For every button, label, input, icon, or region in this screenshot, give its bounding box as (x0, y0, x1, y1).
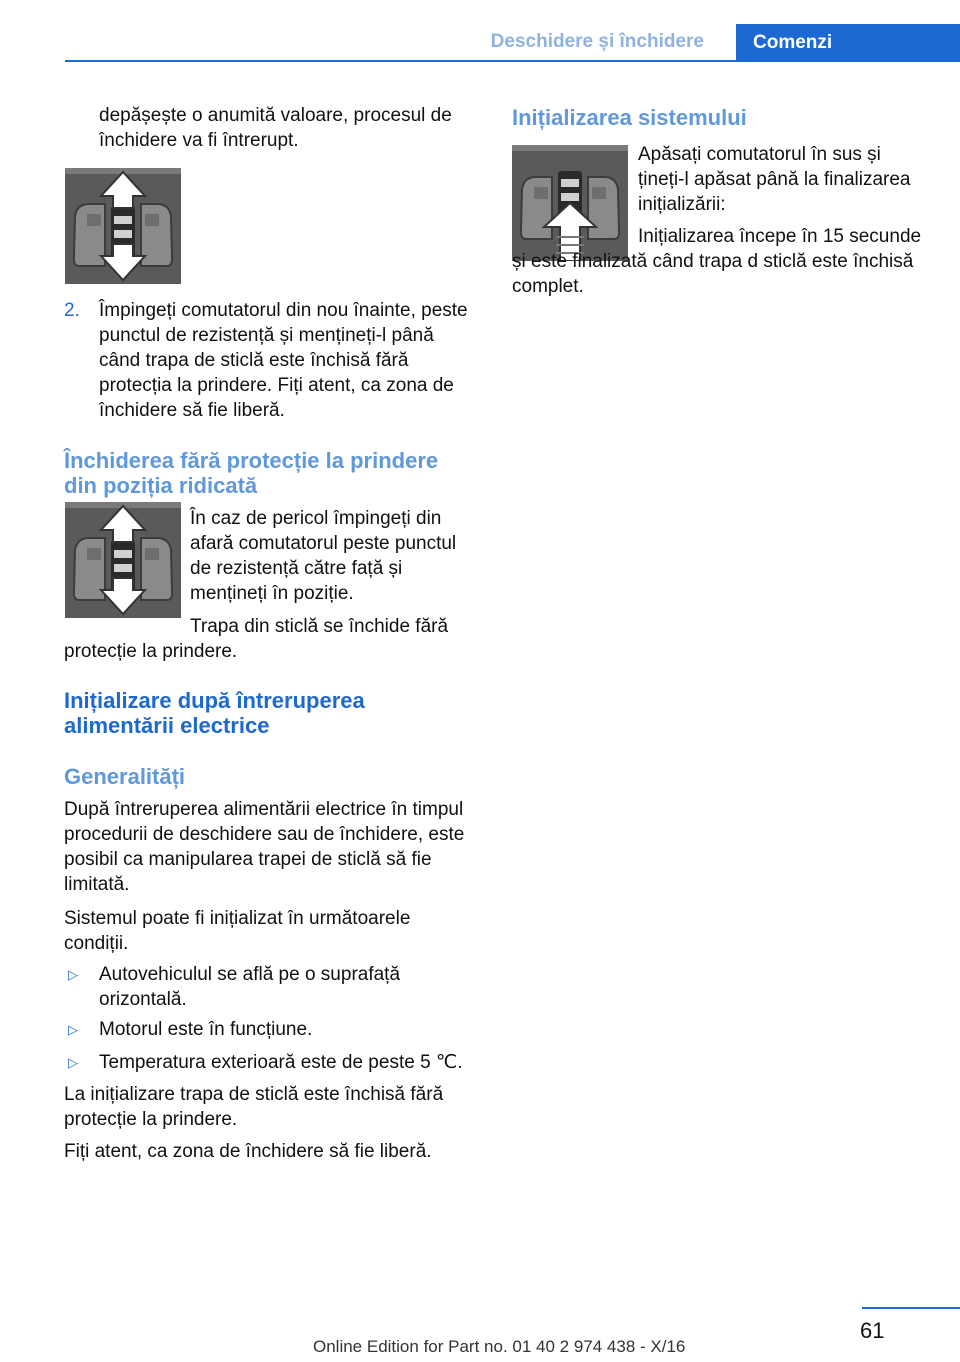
list-item: Motorul este în funcțiune. (99, 1019, 313, 1040)
subsection-heading: Generalități (64, 764, 186, 789)
roof-switch-up-down-icon (65, 168, 181, 284)
paragraph: La inițializare trapa de sticlă este închisă fără protecție la prindere. (64, 1084, 444, 1130)
footer-rule (862, 1307, 960, 1309)
paragraph: Trapa din sticlă se închide fără protecție la prindere. (64, 616, 449, 662)
paragraph: Fiți atent, ca zona de închidere să fie liberă. (64, 1141, 432, 1162)
paragraph: Apăsați comutatorul în sus și țineți-l apăsat până la finalizarea inițializării: (638, 144, 911, 215)
roof-switch-up-down-icon (65, 502, 181, 618)
header-chapter-tab[interactable]: Comenzi (736, 24, 960, 62)
section-heading: Inițializare după întreruperea alimentării electrice (64, 688, 365, 738)
list-item: Autovehiculul se află pe o suprafață orizontală. (99, 964, 401, 1010)
page-number: 61 (860, 1318, 885, 1343)
header-section-title: Deschidere și închidere (490, 31, 704, 52)
intro-paragraph: depășește o anumită valoare, procesul de închidere va fi întrerupt. (99, 105, 452, 151)
paragraph: După întreruperea alimentării electrice în timpul procedurii de deschidere sau de închidere, este posibil ca manipularea trapei de sticlă să fie limitată. (64, 799, 465, 895)
header-rule (65, 60, 960, 62)
list-item: Temperatura exterioară este de peste 5 ℃. (99, 1052, 463, 1073)
paragraph: Sistemul poate fi inițializat în următoarele condiții. (64, 908, 411, 954)
paragraph: Inițializarea începe în 15 secunde și este finalizată când trapa d sticlă este închisă complet. (512, 226, 922, 297)
step-number: 2. (64, 300, 80, 321)
bullet-arrow-icon: ▷ (68, 967, 78, 982)
roof-switch-image (65, 502, 181, 618)
footer-edition: Online Edition for Part no. 01 40 2 974 438 - X/16 (313, 1337, 686, 1356)
paragraph: În caz de pericol împingeți din afară comutatorul peste punctul de rezistență către față și mențineți în poziție. (190, 508, 457, 604)
bullet-arrow-icon: ▷ (68, 1055, 78, 1070)
roof-switch-image (65, 168, 181, 284)
section-heading: Inițializarea sistemului (512, 105, 747, 130)
bullet-arrow-icon: ▷ (68, 1022, 78, 1037)
section-heading: Închiderea fără protecție la prindere din poziția ridicată (64, 448, 439, 498)
step-text: Împingeți comutatorul din nou înainte, peste punctul de rezistență și mențineți-l până când trapa de sticlă este închisă fără protecția la prindere. Fiți atent, ca zona de închidere să fie liberă. (99, 300, 468, 421)
